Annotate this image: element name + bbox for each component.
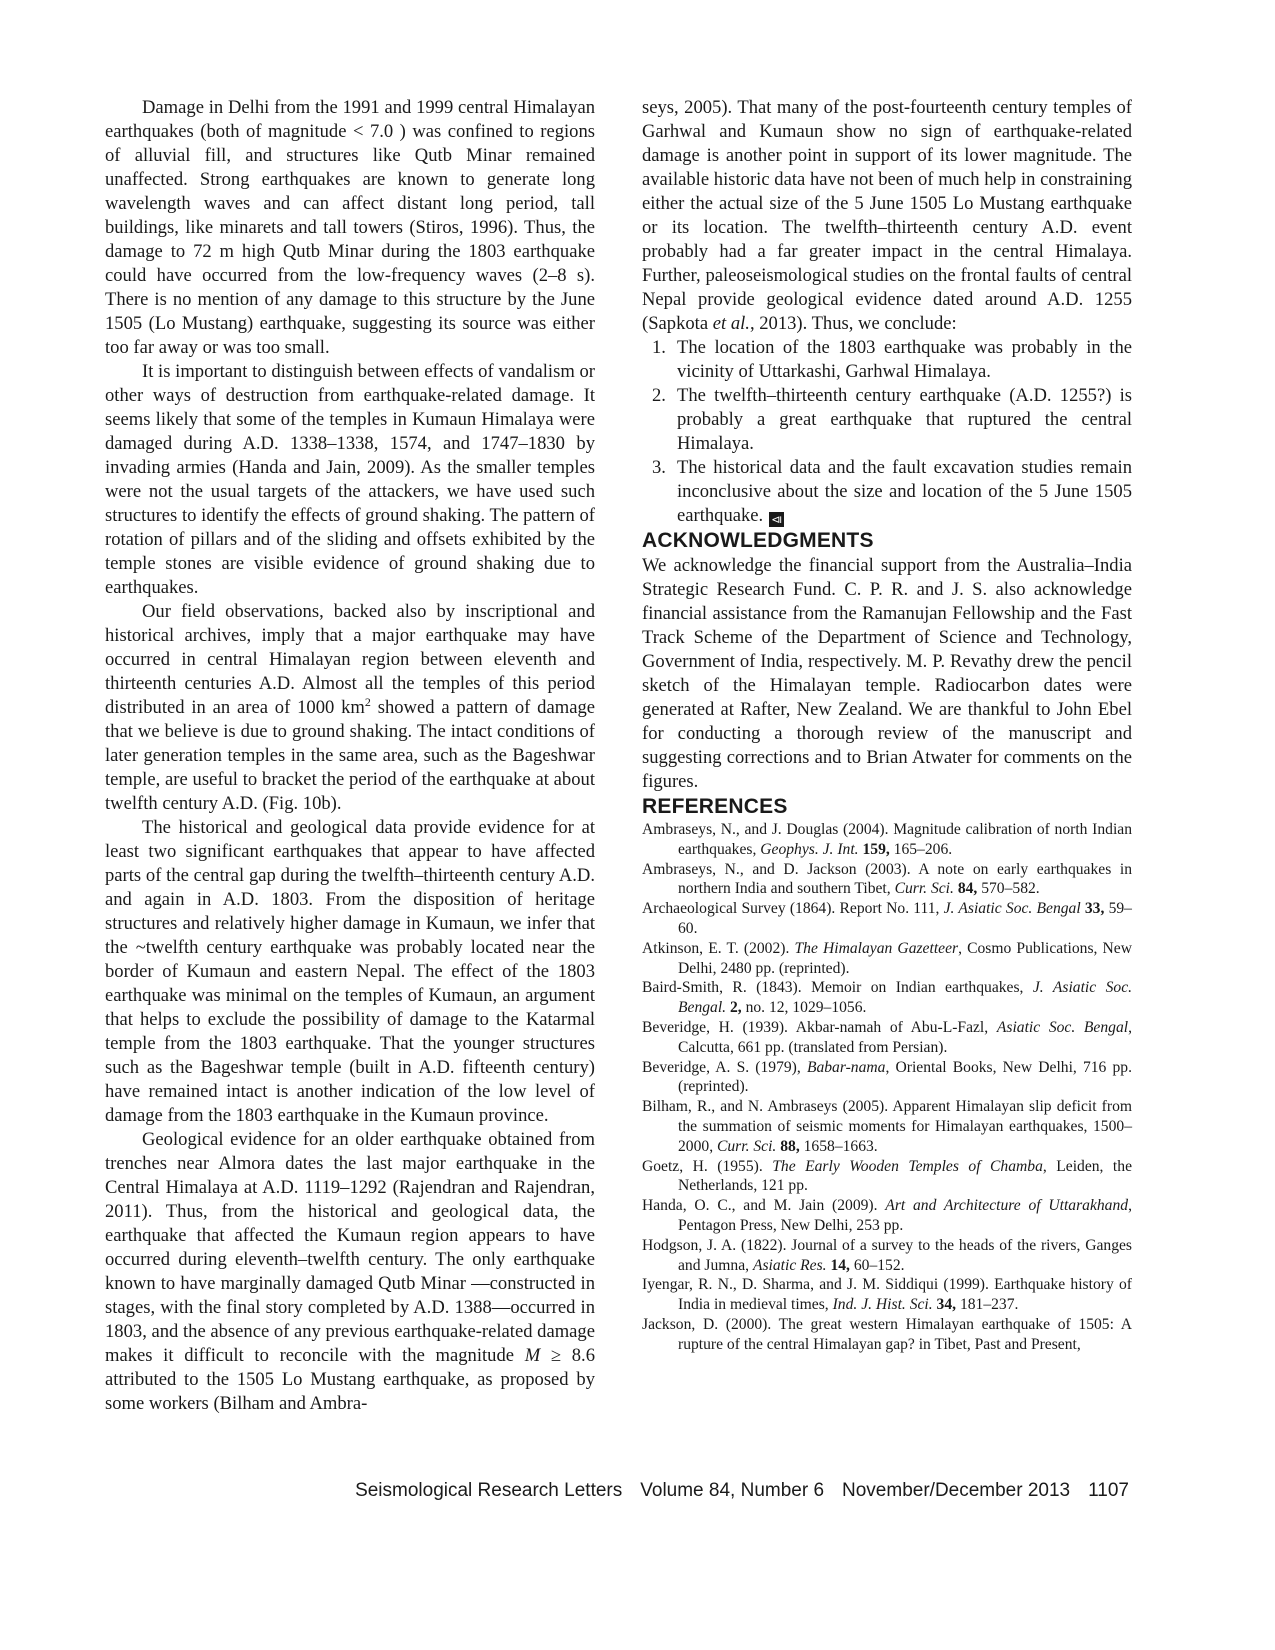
reference-item bbox=[642, 1315, 1132, 1355]
paragraph-text: seys, 2005). That many of the post-fourteenth century temples of Garhwal and Kumaun show no sign of earthquake-related damage is another point in support of its lower magnitude. The available historic data have not been of much help in constraining either the actual size of the 5 June 1505 Lo Mustang earthquake or its location. The twelfth–thirteenth century A.D. event probably had a far greater impact in the central Himalaya. Further, paleoseismological studies on the frontal faults of central Nepal provide geological evidence dated around A.D. 1255 (Sapkota bbox=[642, 97, 1132, 334]
paragraph-text: ≥ 8.6 attributed to the 1505 Lo Mustang earthquake, as proposed by some workers (Bilham and Ambra- bbox=[105, 1345, 595, 1414]
reference-pages: , Leiden, the Netherlands, 121 pp. bbox=[678, 1157, 1132, 1195]
end-of-article-icon: ⧏ bbox=[771, 513, 783, 526]
paragraph-text: , 2013). Thus, we conclude: bbox=[749, 313, 957, 334]
reference-item bbox=[642, 860, 1132, 900]
page-number: 1107 bbox=[1088, 1480, 1129, 1501]
reference-item bbox=[642, 1157, 1132, 1197]
issue-date: November/December 2013 bbox=[842, 1480, 1071, 1501]
reference-item bbox=[642, 1196, 1132, 1236]
reference-text: Baird-Smith, R. (1843). Memoir on Indian earthquakes, bbox=[642, 979, 1033, 997]
reference-text: Beveridge, H. (1939). Akbar-namah of Abu-L-Fazl, bbox=[642, 1018, 997, 1036]
reference-volume: 14, bbox=[826, 1256, 850, 1274]
reference-source: Curr. Sci. bbox=[716, 1137, 777, 1155]
list-item bbox=[642, 336, 1132, 384]
reference-text: Iyengar, R. N., D. Sharma, and J. M. Siddiqui (1999). Earthquake history of India in medieval times, bbox=[642, 1276, 1132, 1314]
reference-pages: 59–60. bbox=[678, 900, 1132, 937]
reference-text: Archaeological Survey (1864). Report No. 111, bbox=[642, 900, 944, 918]
reference-pages: , Oriental Books, New Delhi, 716 pp. (reprinted). bbox=[678, 1058, 1132, 1096]
math-variable: M bbox=[524, 1345, 541, 1366]
reference-pages: 1658–1663. bbox=[799, 1137, 878, 1155]
list-item bbox=[642, 384, 1132, 456]
reference-item bbox=[642, 1275, 1132, 1315]
list-item-text: The location of the 1803 earthquake was probably in the vicinity of Uttarkashi, Garhwal Himalaya. bbox=[677, 337, 1132, 382]
reference-pages: , Cosmo Publications, New Delhi, 2480 pp. (reprinted). bbox=[678, 939, 1132, 977]
reference-source: The Early Wooden Temples of Chamba bbox=[772, 1157, 1043, 1175]
italic-text: et al. bbox=[712, 313, 750, 334]
acknowledgments-heading: ACKNOWLEDGMENTS bbox=[642, 529, 874, 552]
reference-text: Ambraseys, N., and J. Douglas (2004). Magnitude calibration of north Indian earthquakes, bbox=[642, 821, 1132, 858]
reference-text: Hodgson, J. A. (1822). Journal of a survey to the heads of the rivers, Ganges and Jumna, bbox=[642, 1236, 1132, 1274]
reference-source: Curr. Sci. bbox=[894, 880, 954, 898]
reference-source: Ind. J. Hist. Sci. bbox=[832, 1296, 933, 1314]
reference-text: Ambraseys, N., and D. Jackson (2003). A note on early earthquakes in northern India and southern Tibet, bbox=[642, 860, 1132, 898]
reference-text: Goetz, H. (1955). bbox=[642, 1157, 773, 1175]
reference-item bbox=[642, 978, 1132, 1018]
reference-source: The Himalayan Gazetteer bbox=[794, 939, 959, 957]
body-paragraph: It is important to distinguish between effects of vandalism or other ways of destruction from earthquake-related damage. It seems likely that some of the temples in Kumaun Himalaya were damaged during A.D. 1338–1338, 1574, and 1747–1830 by invading armies (Handa and Jain, 2009). As the smaller temples were not the usual targets of the attackers, we have used such structures to identify the effects of ground shaking. The pattern of rotation of pillars and of the sliding and offsets exhibited by the temple stones are visible evidence of ground shaking due to earthquakes. bbox=[105, 361, 595, 598]
body-paragraph bbox=[105, 600, 595, 816]
list-number: 2. bbox=[652, 385, 666, 406]
reference-item bbox=[642, 1236, 1132, 1276]
reference-source: Art and Architecture of Uttarakhand bbox=[885, 1197, 1129, 1215]
body-paragraph bbox=[105, 1128, 595, 1416]
list-number: 1. bbox=[652, 337, 666, 358]
reference-item bbox=[642, 1058, 1132, 1098]
reference-item bbox=[642, 820, 1132, 860]
reference-text: Jackson, D. (2000). The great western Himalayan earthquake of 1505: A rupture of the central Himalayan gap? in Tibet, Past and Present, bbox=[642, 1315, 1132, 1353]
page-footer bbox=[355, 1480, 1129, 1502]
reference-item bbox=[642, 1018, 1132, 1058]
list-number: 3. bbox=[652, 457, 666, 478]
reference-source: J. Asiatic Soc. Bengal. bbox=[678, 979, 1133, 1017]
reference-text: Atkinson, E. T. (2002). bbox=[642, 939, 795, 957]
reference-item bbox=[642, 899, 1132, 939]
references-list bbox=[642, 820, 1132, 1355]
reference-pages: , Pentagon Press, New Delhi, 253 pp. bbox=[678, 1197, 1132, 1234]
reference-pages: 570–582. bbox=[977, 880, 1040, 898]
references-heading: REFERENCES bbox=[642, 795, 788, 818]
reference-pages: 165–206. bbox=[889, 840, 953, 858]
volume-number: Volume 84, Number 6 bbox=[640, 1480, 825, 1501]
left-column bbox=[105, 96, 595, 1416]
reference-pages: 60–152. bbox=[849, 1256, 905, 1274]
reference-volume: 34, bbox=[932, 1296, 957, 1314]
paragraph-text: showed a pattern of damage that we believe is due to ground shaking. The intact conditions of later generation temples in the same area, such as the Bageshwar temple, are useful to bracket the period of the earthquake at about twelfth century A.D. (Fig. 10b). bbox=[105, 697, 596, 814]
paragraph-text: Our field observations, backed also by inscriptional and historical archives, imply that a major earthquake may have occurred in central Himalayan region between eleventh and thirteenth centuries A.D. Almost all the temples of this period distributed in an area of 1000 km bbox=[105, 601, 595, 718]
superscript: 2 bbox=[364, 694, 371, 709]
reference-volume: 88, bbox=[776, 1137, 800, 1155]
paragraph-text: Geological evidence for an older earthquake obtained from trenches near Almora dates the last major earthquake in the Central Himalaya at A.D. 1119–1292 (Rajendran and Rajendran, 2011). Thus, from the historical and geological data, the earthquake that affected the Kumaun region appears to have occurred during eleventh–twelfth century. The only earthquake known to have marginally damaged Qutb Minar —constructed in stages, with the final story completed by A.D. 1388—occurred in 1803, and the absence of any previous earthquake-related damage makes it difficult to reconcile with the magnitude bbox=[105, 1129, 595, 1366]
body-paragraph: Damage in Delhi from the 1991 and 1999 central Himalayan earthquakes (both of magnitude < 7.0 ) was confined to regions of alluvial fill, and structures like Qutb Minar remained unaffected. Strong earthquakes are known to generate long wavelength waves and can affect distant long period, tall buildings, like minarets and tall towers (Stiros, 1996). Thus, the damage to 72 m high Qutb Minar during the 1803 earthquake could have occurred from the low-frequency waves (2–8 s). There is no mention of any damage to this structure by the June 1505 (Lo Mustang) earthquake, suggesting its source was either too far away or was too small. bbox=[105, 97, 595, 358]
reference-source: Asiatic Res. bbox=[752, 1256, 827, 1274]
body-paragraph bbox=[642, 96, 1132, 336]
acknowledgments-text: We acknowledge the financial support from the Australia–India Strategic Research Fund. C. P. R. and J. S. also acknowledge financial assistance from the Ramanujan Fellowship and the Fast Track Scheme of the Department of Science and Technology, Government of India, respectively. M. P. Revathy drew the pencil sketch of the Himalayan temple. Radiocarbon dates were generated at Rafter, New Zealand. We are thankful to John Ebel for conducting a thorough review of the manuscript and suggesting corrections and to Brian Atwater for comments on the figures. bbox=[642, 555, 1132, 792]
reference-pages: , Calcutta, 661 pp. (translated from Persian). bbox=[678, 1018, 1132, 1056]
journal-name: Seismological Research Letters bbox=[355, 1480, 623, 1501]
reference-pages: 181–237. bbox=[956, 1296, 1019, 1314]
reference-volume: 2, bbox=[726, 999, 742, 1017]
reference-item bbox=[642, 1097, 1132, 1156]
reference-text: Bilham, R., and N. Ambraseys (2005). Apparent Himalayan slip deficit from the summation of seismic moments for Himalayan earthquakes, 1500–2000, bbox=[642, 1098, 1132, 1155]
list-item bbox=[642, 456, 1132, 528]
reference-source: Asiatic Soc. Bengal bbox=[996, 1018, 1129, 1036]
reference-text: Beveridge, A. S. (1979), bbox=[642, 1058, 807, 1076]
reference-text: Handa, O. C., and M. Jain (2009). bbox=[642, 1197, 886, 1215]
list-item-text: The twelfth–thirteenth century earthquake (A.D. 1255?) is probably a great earthquake that ruptured the central Himalaya. bbox=[677, 385, 1132, 454]
reference-item bbox=[642, 939, 1132, 979]
list-item-text: The historical data and the fault excavation studies remain inconclusive about the size and location of the 5 June 1505 earthquake. bbox=[677, 457, 1132, 526]
body-paragraph: The historical and geological data provide evidence for at least two significant earthquakes that appear to have affected parts of the central gap during the twelfth–thirteenth century A.D. and again in A.D. 1803. From the disposition of heritage structures and relatively higher damage in Kumaun, we infer that the ~twelfth century earthquake was probably located near the border of Kumaun and eastern Nepal. The effect of the 1803 earthquake was minimal on the temples of Kumaun, an argument that helps to exclude the possibility of damage to the Katarmal temple from the 1803 earthquake. That the younger structures such as the Bageshwar temple (built in A.D. fifteenth century) have remained intact is another indication of the low level of damage from the 1803 earthquake in the Kumaun province. bbox=[105, 817, 595, 1126]
right-column bbox=[642, 96, 1132, 1355]
reference-volume: 84, bbox=[953, 880, 978, 898]
reference-source: Babar-nama bbox=[806, 1058, 886, 1076]
reference-pages: no. 12, 1029–1056. bbox=[741, 999, 867, 1017]
reference-source: Geophys. J. Int. bbox=[760, 840, 859, 858]
reference-volume: 159, bbox=[858, 840, 890, 858]
reference-source: J. Asiatic Soc. Bengal bbox=[943, 900, 1081, 918]
conclusions-list bbox=[642, 336, 1132, 528]
reference-volume: 33, bbox=[1080, 900, 1105, 918]
